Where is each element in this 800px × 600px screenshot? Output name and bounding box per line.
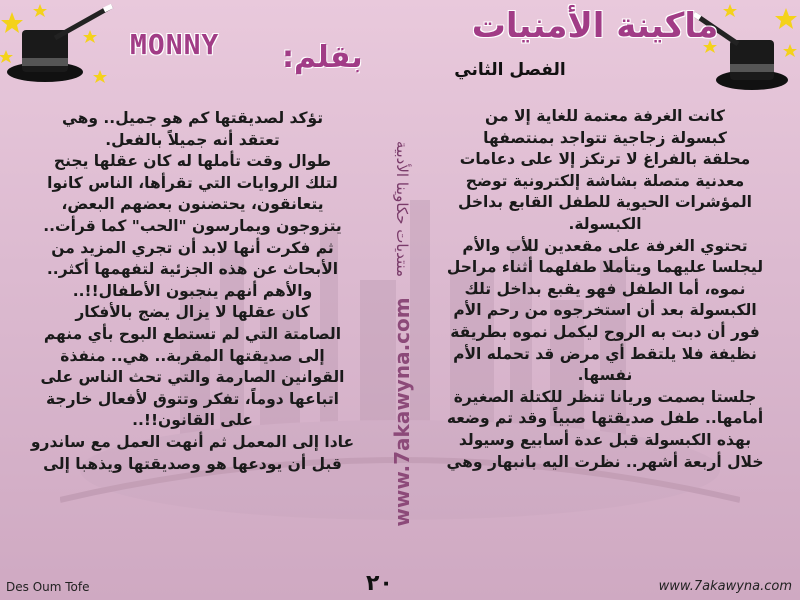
- text-line: فور أن دبت به الروح ليكمل نموه بطريقة: [450, 322, 760, 341]
- text-line: طوال وقت تأملها له كان عقلها يجنح: [53, 152, 332, 171]
- text-line: يتعانقون، يحتضنون بعضهم البعض،: [61, 195, 324, 214]
- text-line: تؤكد لصديقتها كم هو جميل.. وهي: [61, 109, 324, 127]
- text-line: الصامتة التي لم تستطع البوح بأي منهم: [43, 324, 342, 343]
- footer-credit: Des Oum Tofe: [6, 580, 90, 594]
- text-line: والأهم أنهم ينجبون الأطفال!!..: [72, 281, 313, 300]
- text-line: قبل أن يودعها هو وصديقتها ويذهبا إلى: [43, 454, 342, 473]
- text-line: أمامها.. طفل صديقتها صبياً وقد تم وضعه: [446, 409, 764, 428]
- text-line: بهذه الكبسولة قبل عدة أسابيع وسيولد: [458, 430, 752, 449]
- text-line: الكبسولة.: [568, 214, 642, 233]
- text-line: المؤشرات الحيوية للطفل القابع بداخل: [457, 193, 752, 212]
- text-line: عادا إلى المعمل ثم أنهت العمل مع ساندرو: [30, 432, 355, 451]
- site-url-vertical[interactable]: www.7akawyna.com: [390, 297, 414, 527]
- text-line: يتزوجون ويمارسون "الحب" كما قرأت..: [43, 216, 342, 235]
- text-line: كانت الغرفة معتمة للغاية إلا من: [485, 107, 725, 125]
- text-line: كبسولة زجاجية تتواجد بمنتصفها: [483, 128, 727, 147]
- text-line: الأبحاث عن هذه الجزئية لتفهمها أكثر..: [46, 260, 339, 279]
- text-line: نموه، أما الطفل فهو يقبع بداخل تلك: [464, 279, 746, 298]
- text-line: اتباعها دوماً، تفكر وتتوق لأفعال خارجة: [46, 389, 339, 408]
- text-line: على القانون!!..: [132, 411, 253, 430]
- author-name: MONNY: [130, 28, 220, 61]
- author-label: بقلم:: [282, 40, 363, 75]
- text-line: معدنية متصلة بشاشة إلكترونية توضح: [465, 171, 745, 190]
- text-line: خلال أربعة أشهر.. نظرت اليه بانبهار وهي: [446, 452, 764, 471]
- chapter-label: الفصل الثاني: [454, 60, 566, 80]
- text-line: ثم فكرت أنها لابد أن تجري المزيد من: [51, 238, 334, 257]
- text-line: القوانين الصارمة والتي تحث الناس على: [40, 368, 345, 387]
- text-line: الكبسولة بعد أن استخرجوه من رحم الأم: [453, 301, 757, 320]
- text-column-right: [430, 106, 780, 473]
- page-number: ٢٠: [366, 571, 393, 596]
- text-line: تحتوي الغرفة على مقعدين للأب والأم: [462, 236, 748, 255]
- text-column-left: [20, 108, 365, 475]
- footer-url[interactable]: www.7akawyna.com: [658, 579, 792, 594]
- story-title: ماكينة الأمنيات: [471, 6, 719, 46]
- text-line: تعتقد أنه جميلاً بالفعل.: [105, 130, 280, 149]
- forum-name-vertical: منتديات حكاوينا الأدبية: [393, 140, 411, 278]
- text-line: نظيفة فلا يلتقط أي مرض قد تحمله الأم: [453, 344, 757, 363]
- text-line: نفسها.: [577, 366, 633, 385]
- magic-hat-icon: [0, 0, 120, 100]
- text-line: ليجلسا عليهما ويتأملا طفلهما أثناء مراحل: [446, 258, 764, 277]
- text-line: إلى صديقتها المقربة.. هي.. منفذة: [60, 346, 325, 365]
- text-line: لتلك الروايات التي تقرأها، الناس كانوا: [47, 173, 338, 192]
- text-line: كان عقلها لا يزال يضج بالأفكار: [75, 303, 310, 322]
- text-line: محلقة بالفراغ لا ترتكز إلا على دعامات: [459, 150, 751, 169]
- text-line: جلستا بصمت وريانا تنظر للكتلة الصغيرة: [453, 387, 757, 406]
